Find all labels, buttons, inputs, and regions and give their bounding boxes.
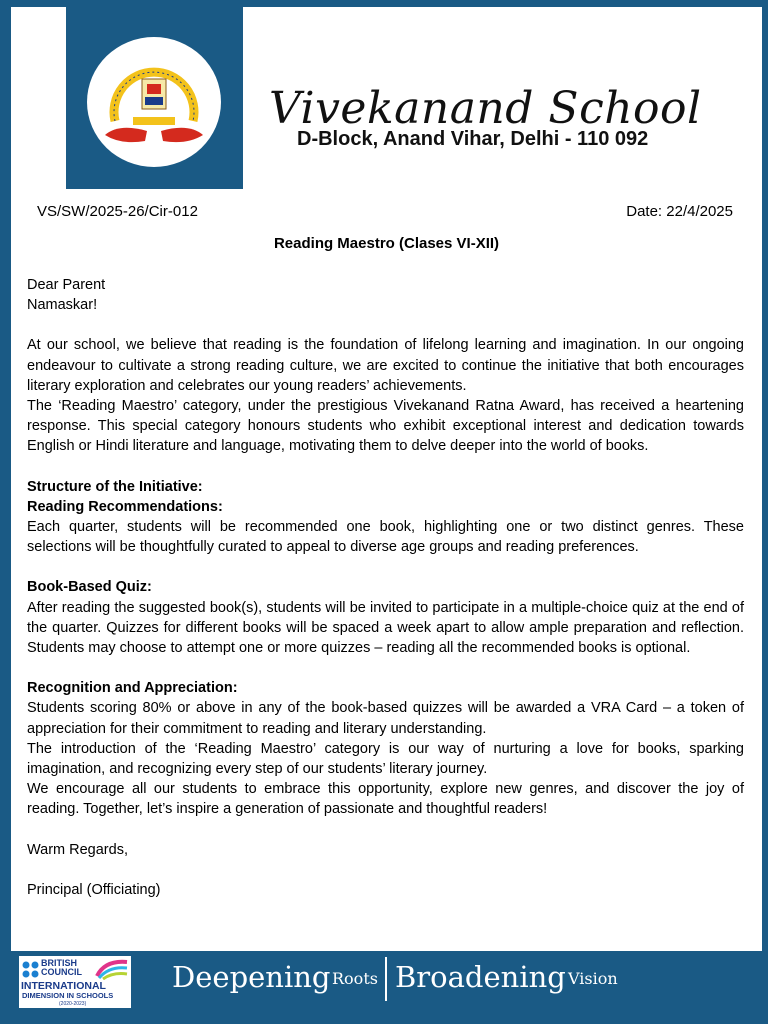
introduction-paragraph: The introduction of the ‘Reading Maestro’ category is our way of nurturing a love for books, sparking imagination, and recognizing every step of our students’ literary journey. <box>27 740 744 778</box>
swirl-icon <box>95 958 129 980</box>
slogan-deepening: Deepening <box>172 960 331 994</box>
slogan-divider <box>385 957 387 1001</box>
logo-panel <box>66 7 243 189</box>
recommendations-heading: Reading Recommendations: <box>27 498 223 515</box>
british-council-badge <box>19 956 131 1008</box>
encouragement-paragraph: We encourage all our students to embrace this opportunity, explore new genres, and discover the joy of reading. Together, let’s inspire a generation of passionate and thoughtful readers! <box>27 781 744 818</box>
circular-title: Reading Maestro (Clases VI-XII) <box>273 235 500 252</box>
greeting: Namaskar! <box>27 297 98 314</box>
recommendations-text: Each quarter, students will be recommended one book, highlighting one or two distinct genres. These selections will be thoughtfully curated to appeal to diverse age groups and reading preferences. <box>27 519 744 556</box>
badge-line-1: BRITISH COUNCIL <box>41 958 82 977</box>
salutation: Dear Parent <box>27 277 106 293</box>
footer-banner <box>0 951 768 1024</box>
badge-line-4: (2020-2023) <box>59 1001 87 1007</box>
structure-heading: Structure of the Initiative: <box>27 478 203 495</box>
circular-reference: VS/SW/2025-26/Cir-012 <box>37 203 198 220</box>
school-name: Vivekanand School <box>269 83 702 134</box>
school-emblem-icon <box>87 37 221 167</box>
badge-line-3: DIMENSION IN SCHOOLS <box>22 991 114 1000</box>
category-paragraph: The ‘Reading Maestro’ category, under the prestigious Vivekanand Ratna Award, has received a heartening response. This special category honours students who exhibit exceptional interest and dedication towards English or Hindi literature and language, motivating them to delve deeper into the world of books. <box>27 398 744 455</box>
badge-line-2: INTERNATIONAL <box>21 980 106 992</box>
intro-paragraph: At our school, we believe that reading is the foundation of lifelong learning and imagination. In our ongoing endeavour to cultivate a strong reading culture, we are excited to continue the initiative that both encourages literary exploration and celebrates our young readers’ achievements. <box>27 337 744 394</box>
letter-body <box>27 275 744 900</box>
circular-date: Date: 22/4/2025 <box>626 203 733 220</box>
slogan-broadening: Broadening <box>395 960 566 994</box>
british-council-dots-icon <box>22 961 40 979</box>
slogan-vision: Vision <box>568 969 618 988</box>
slogan-roots: Roots <box>332 969 378 988</box>
quiz-text: After reading the suggested book(s), students will be invited to participate in a multiple-choice quiz at the end of the quarter. Quizzes for different books will be spaced a week apart to allow ample preparation and reflection. Students may choose to attempt one or more quizzes – reading all the recommended books is optional. <box>27 599 744 657</box>
closing: Warm Regards, <box>27 841 128 858</box>
school-address: D-Block, Anand Vihar, Delhi - 110 092 <box>297 128 649 150</box>
circular-page <box>11 7 762 951</box>
school-logo <box>87 37 221 167</box>
signatory: Principal (Officiating) <box>27 881 161 898</box>
quiz-heading: Book-Based Quiz: <box>27 579 152 596</box>
recognition-heading: Recognition and Appreciation: <box>27 680 238 697</box>
recognition-text: Students scoring 80% or above in any of the book-based quizzes will be awarded a VRA Card – a token of appreciation for their commitment to reading and literary understanding. <box>27 700 744 737</box>
